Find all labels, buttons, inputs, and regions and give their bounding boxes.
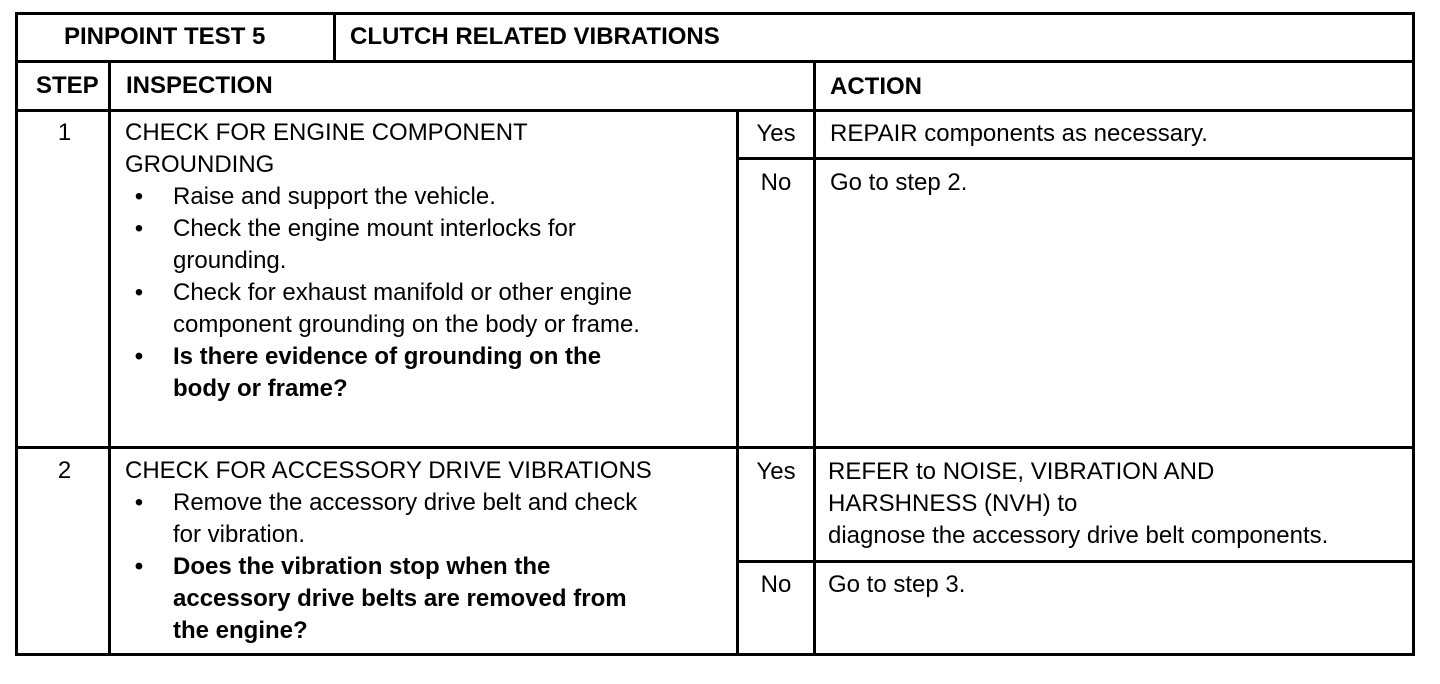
inspection-question: • Does the vibration stop when the accessory drive belts are removed from the engine? [125, 551, 735, 647]
step-divider [18, 446, 1412, 449]
column-header-divider [18, 109, 1412, 112]
inspection-title-continued: GROUNDING [125, 151, 275, 178]
list-item: • Check the engine mount interlocks for grounding. [125, 213, 730, 277]
inspection-title: CHECK FOR ENGINE COMPONENT [125, 119, 528, 146]
yes-action: REPAIR components as necessary. [830, 120, 1208, 147]
step2-yes-no-divider [738, 560, 1412, 563]
header-divider [18, 60, 1412, 63]
no-label: No [760, 169, 792, 196]
list-item: • Check for exhaust manifold or other engine component grounding on the body or frame. [125, 277, 730, 341]
yes-label: Yes [756, 458, 796, 485]
bullet-icon: • [134, 279, 144, 306]
column-header-action: ACTION [830, 73, 922, 100]
no-action: Go to step 3. [828, 571, 966, 598]
header-title-divider [333, 15, 336, 60]
yes-action: REFER to NOISE, VIBRATION AND HARSHNESS (NVH) to diagnose the accessory drive belt components. [828, 458, 1329, 549]
bullet-icon: • [134, 215, 144, 242]
bullet-icon: • [134, 489, 144, 516]
inspection-bullets [125, 181, 730, 405]
no-label: No [760, 571, 792, 598]
step1-yes-no-divider [738, 157, 1412, 160]
inspection-title: CHECK FOR ACCESSORY DRIVE VIBRATIONS [125, 457, 652, 484]
inspection-question: • Is there evidence of grounding on the body or frame? [125, 341, 730, 405]
column-header-inspection: INSPECTION [126, 72, 273, 99]
pinpoint-test-table [15, 12, 1415, 656]
step2-inspection [125, 455, 735, 647]
step-number: 2 [57, 457, 72, 484]
test-title: CLUTCH RELATED VIBRATIONS [350, 23, 720, 50]
inspection-bullets [125, 487, 735, 647]
bullet-icon: • [134, 553, 144, 580]
bullet-icon: • [134, 183, 144, 210]
list-item: • Remove the accessory drive belt and check for vibration. [125, 487, 735, 551]
yes-label: Yes [756, 120, 796, 147]
list-item: • Raise and support the vehicle. [125, 181, 730, 213]
step-number: 1 [57, 119, 72, 146]
test-number-label: PINPOINT TEST 5 [64, 23, 266, 50]
no-action: Go to step 2. [830, 169, 968, 196]
step1-inspection [125, 117, 730, 405]
column-header-step: STEP [36, 72, 99, 99]
bullet-icon: • [134, 343, 144, 370]
